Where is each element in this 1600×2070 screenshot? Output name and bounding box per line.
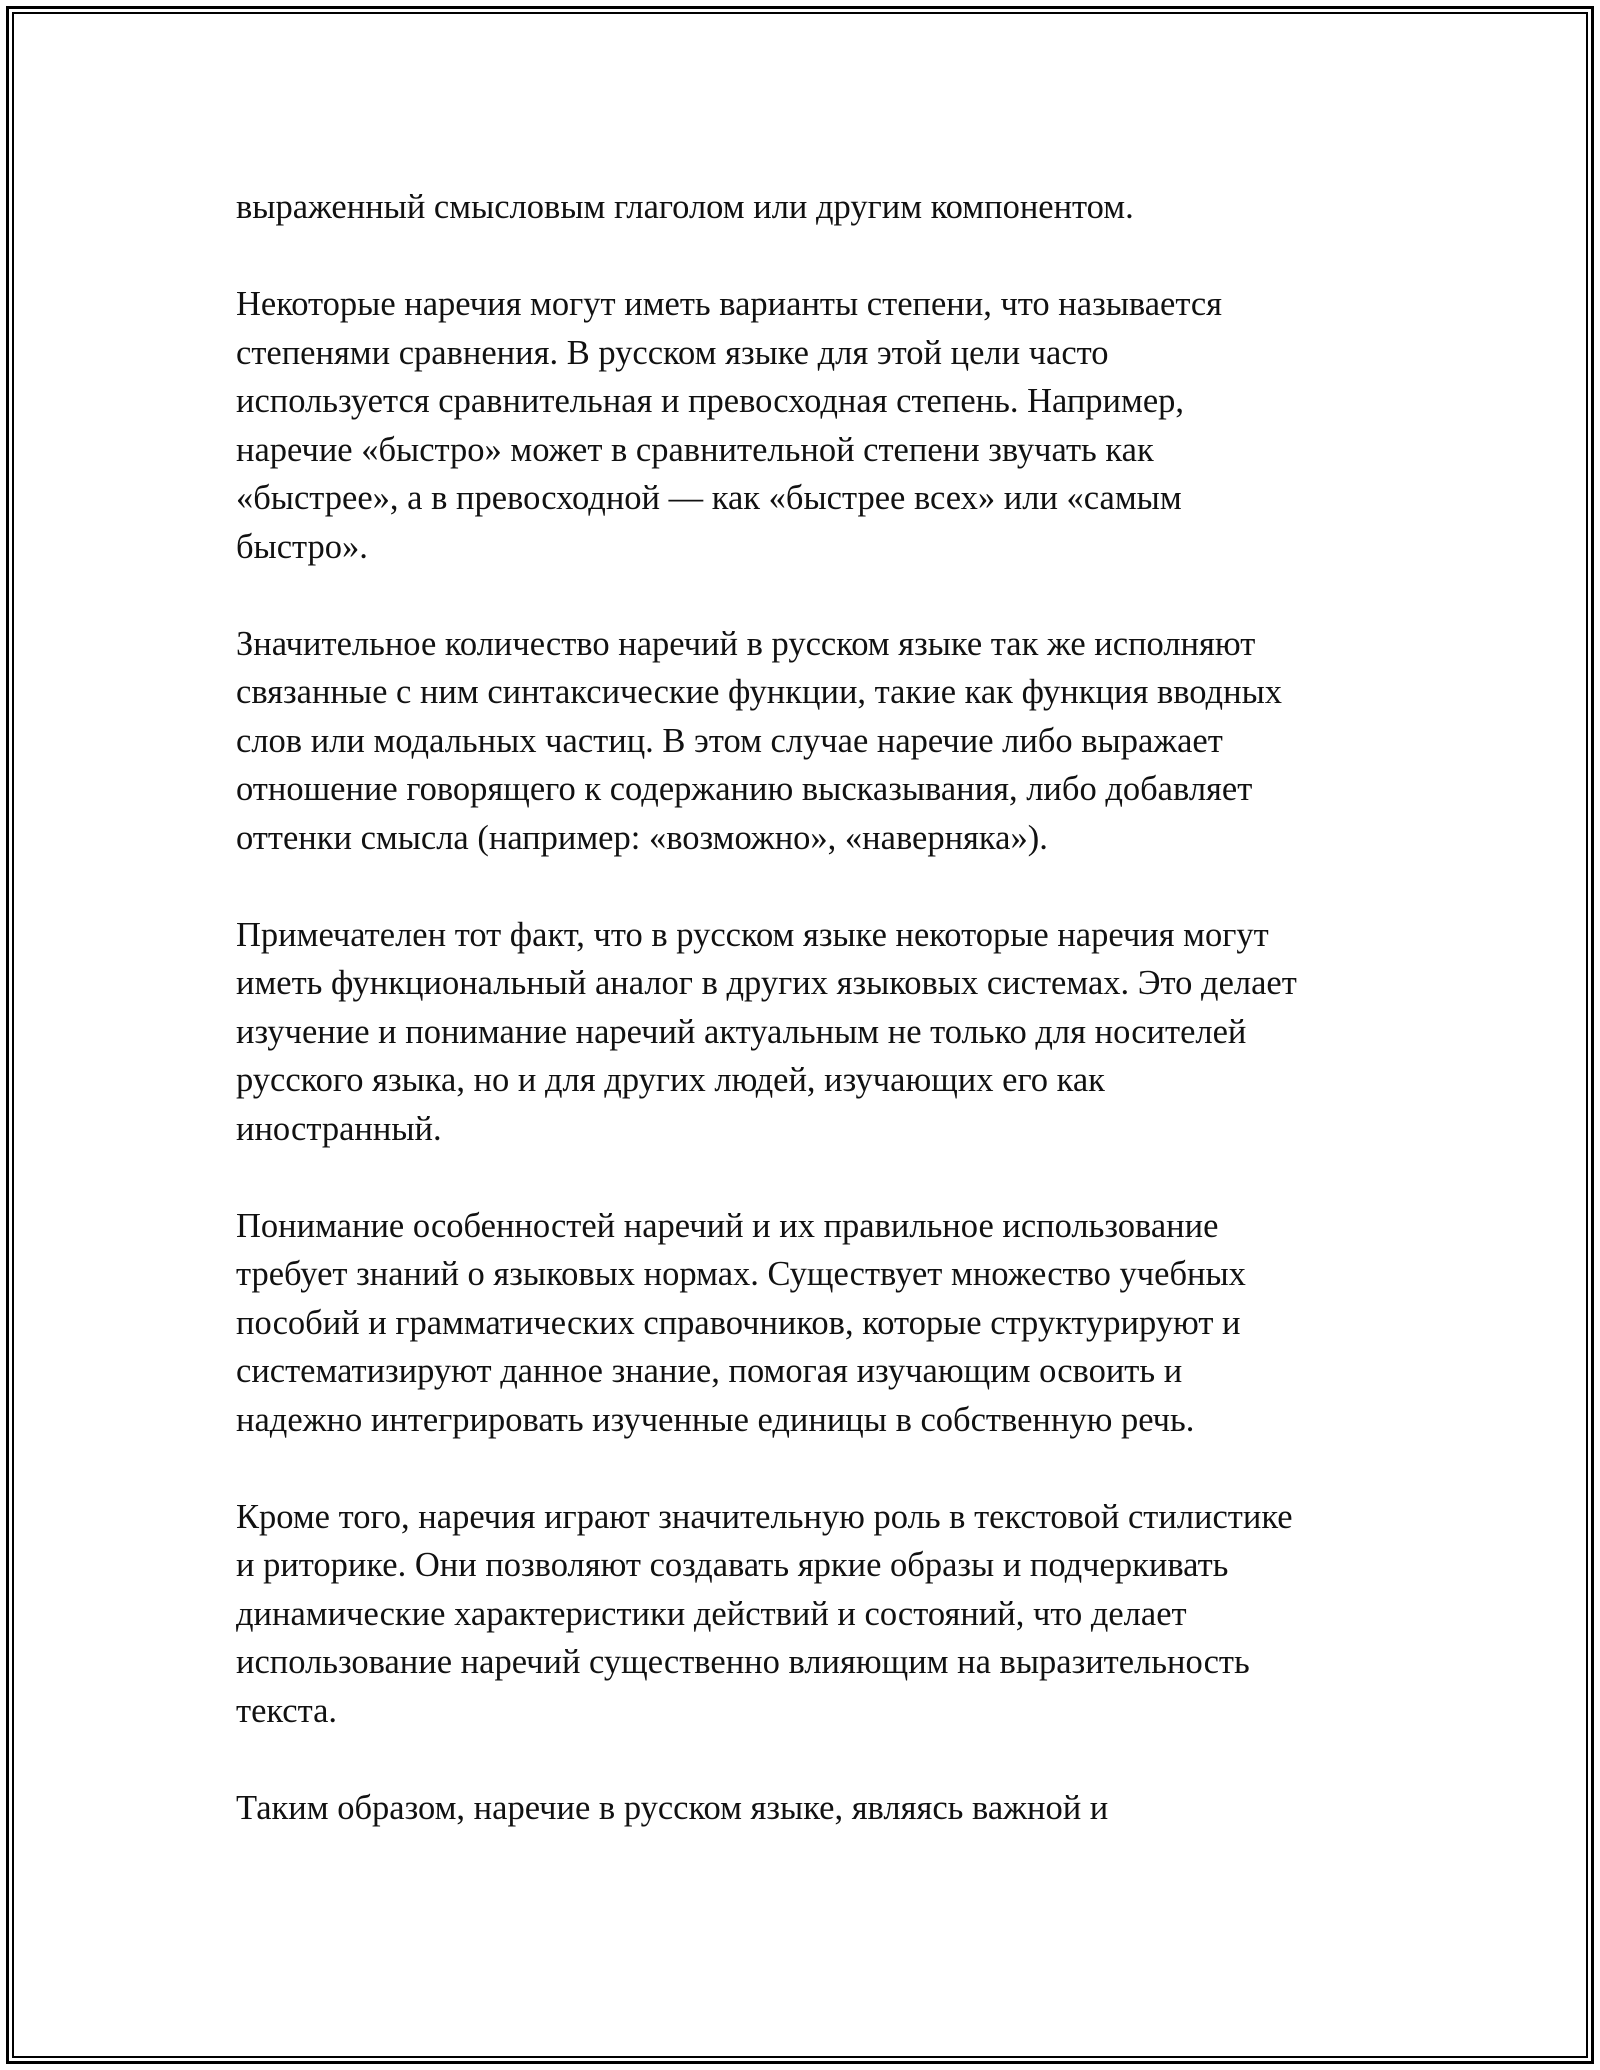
text-line: используется сравнительная и превосходная степень. Например,	[236, 382, 1185, 420]
text-line: Некоторые наречия могут иметь варианты степени, что называется	[236, 285, 1223, 323]
text-line: степенями сравнения. В русском языке для этой цели часто	[236, 333, 1109, 372]
text-line: использование наречий существенно влияющим на выразительность	[236, 1643, 1250, 1681]
text-line: оттенки смысла (например: «возможно», «наверняка»).	[236, 818, 1048, 857]
text-line: Понимание особенностей наречий и их правильное использование	[236, 1206, 1219, 1245]
text-line: наречие «быстро» может в сравнительной степени звучать как	[236, 430, 1154, 469]
paragraph-spacing	[236, 571, 1396, 620]
text-line: Кроме того, наречия играют значительную роль в текстовой стилистике	[236, 1497, 1293, 1536]
text-line: слов или модальных частиц. В этом случае наречие либо выражает	[236, 721, 1223, 760]
paragraph-spacing	[236, 862, 1396, 911]
text-line: Примечателен тот факт, что в русском языке некоторые наречия могут	[236, 915, 1269, 954]
paragraph	[236, 620, 1396, 863]
paragraph-spacing	[236, 232, 1396, 281]
text-line: быстро».	[236, 527, 368, 566]
text-line: русского языка, но и для других людей, изучающих его как	[236, 1061, 1105, 1099]
document-body	[236, 183, 1396, 1832]
text-line: Значительное количество наречий в русском языке так же исполняют	[236, 624, 1256, 663]
text-line: систематизируют данное знание, помогая изучающим освоить и	[236, 1352, 1183, 1390]
text-line: «быстрее», а в превосходной — как «быстрее всех» или «самым	[236, 479, 1182, 517]
paragraph-spacing	[236, 1735, 1396, 1784]
text-line: изучение и понимание наречий актуальным не только для носителей	[236, 1012, 1247, 1051]
text-line: иметь функциональный аналог в других языковых системах. Это делает	[236, 964, 1297, 1002]
paragraph	[236, 183, 1396, 232]
paragraph-spacing	[236, 1444, 1396, 1493]
text-line: надежно интегрировать изученные единицы в собственную речь.	[236, 1400, 1195, 1439]
text-line: отношение говорящего к содержанию высказывания, либо добавляет	[236, 770, 1253, 808]
paragraph	[236, 280, 1396, 571]
text-line: и риторике. Они позволяют создавать яркие образы и подчеркивать	[236, 1546, 1229, 1584]
text-line: связанные с ним синтаксические функции, такие как функция вводных	[236, 673, 1283, 711]
text-line: пособий и грамматических справочников, которые структурируют и	[236, 1303, 1241, 1342]
paragraph-spacing	[236, 1153, 1396, 1202]
text-line: иностранный.	[236, 1109, 442, 1148]
paragraph	[236, 1784, 1396, 1833]
text-line: текста.	[236, 1691, 338, 1730]
paragraph	[236, 911, 1396, 1154]
text-line: Таким образом, наречие в русском языке, являясь важной и	[236, 1788, 1109, 1827]
paragraph	[236, 1202, 1396, 1445]
paragraph	[236, 1493, 1396, 1736]
text-line: динамические характеристики действий и состояний, что делает	[236, 1594, 1187, 1633]
text-line: выраженный смысловым глаголом или другим компонентом.	[236, 188, 1134, 226]
text-line: требует знаний о языковых нормах. Существует множество учебных	[236, 1255, 1246, 1293]
